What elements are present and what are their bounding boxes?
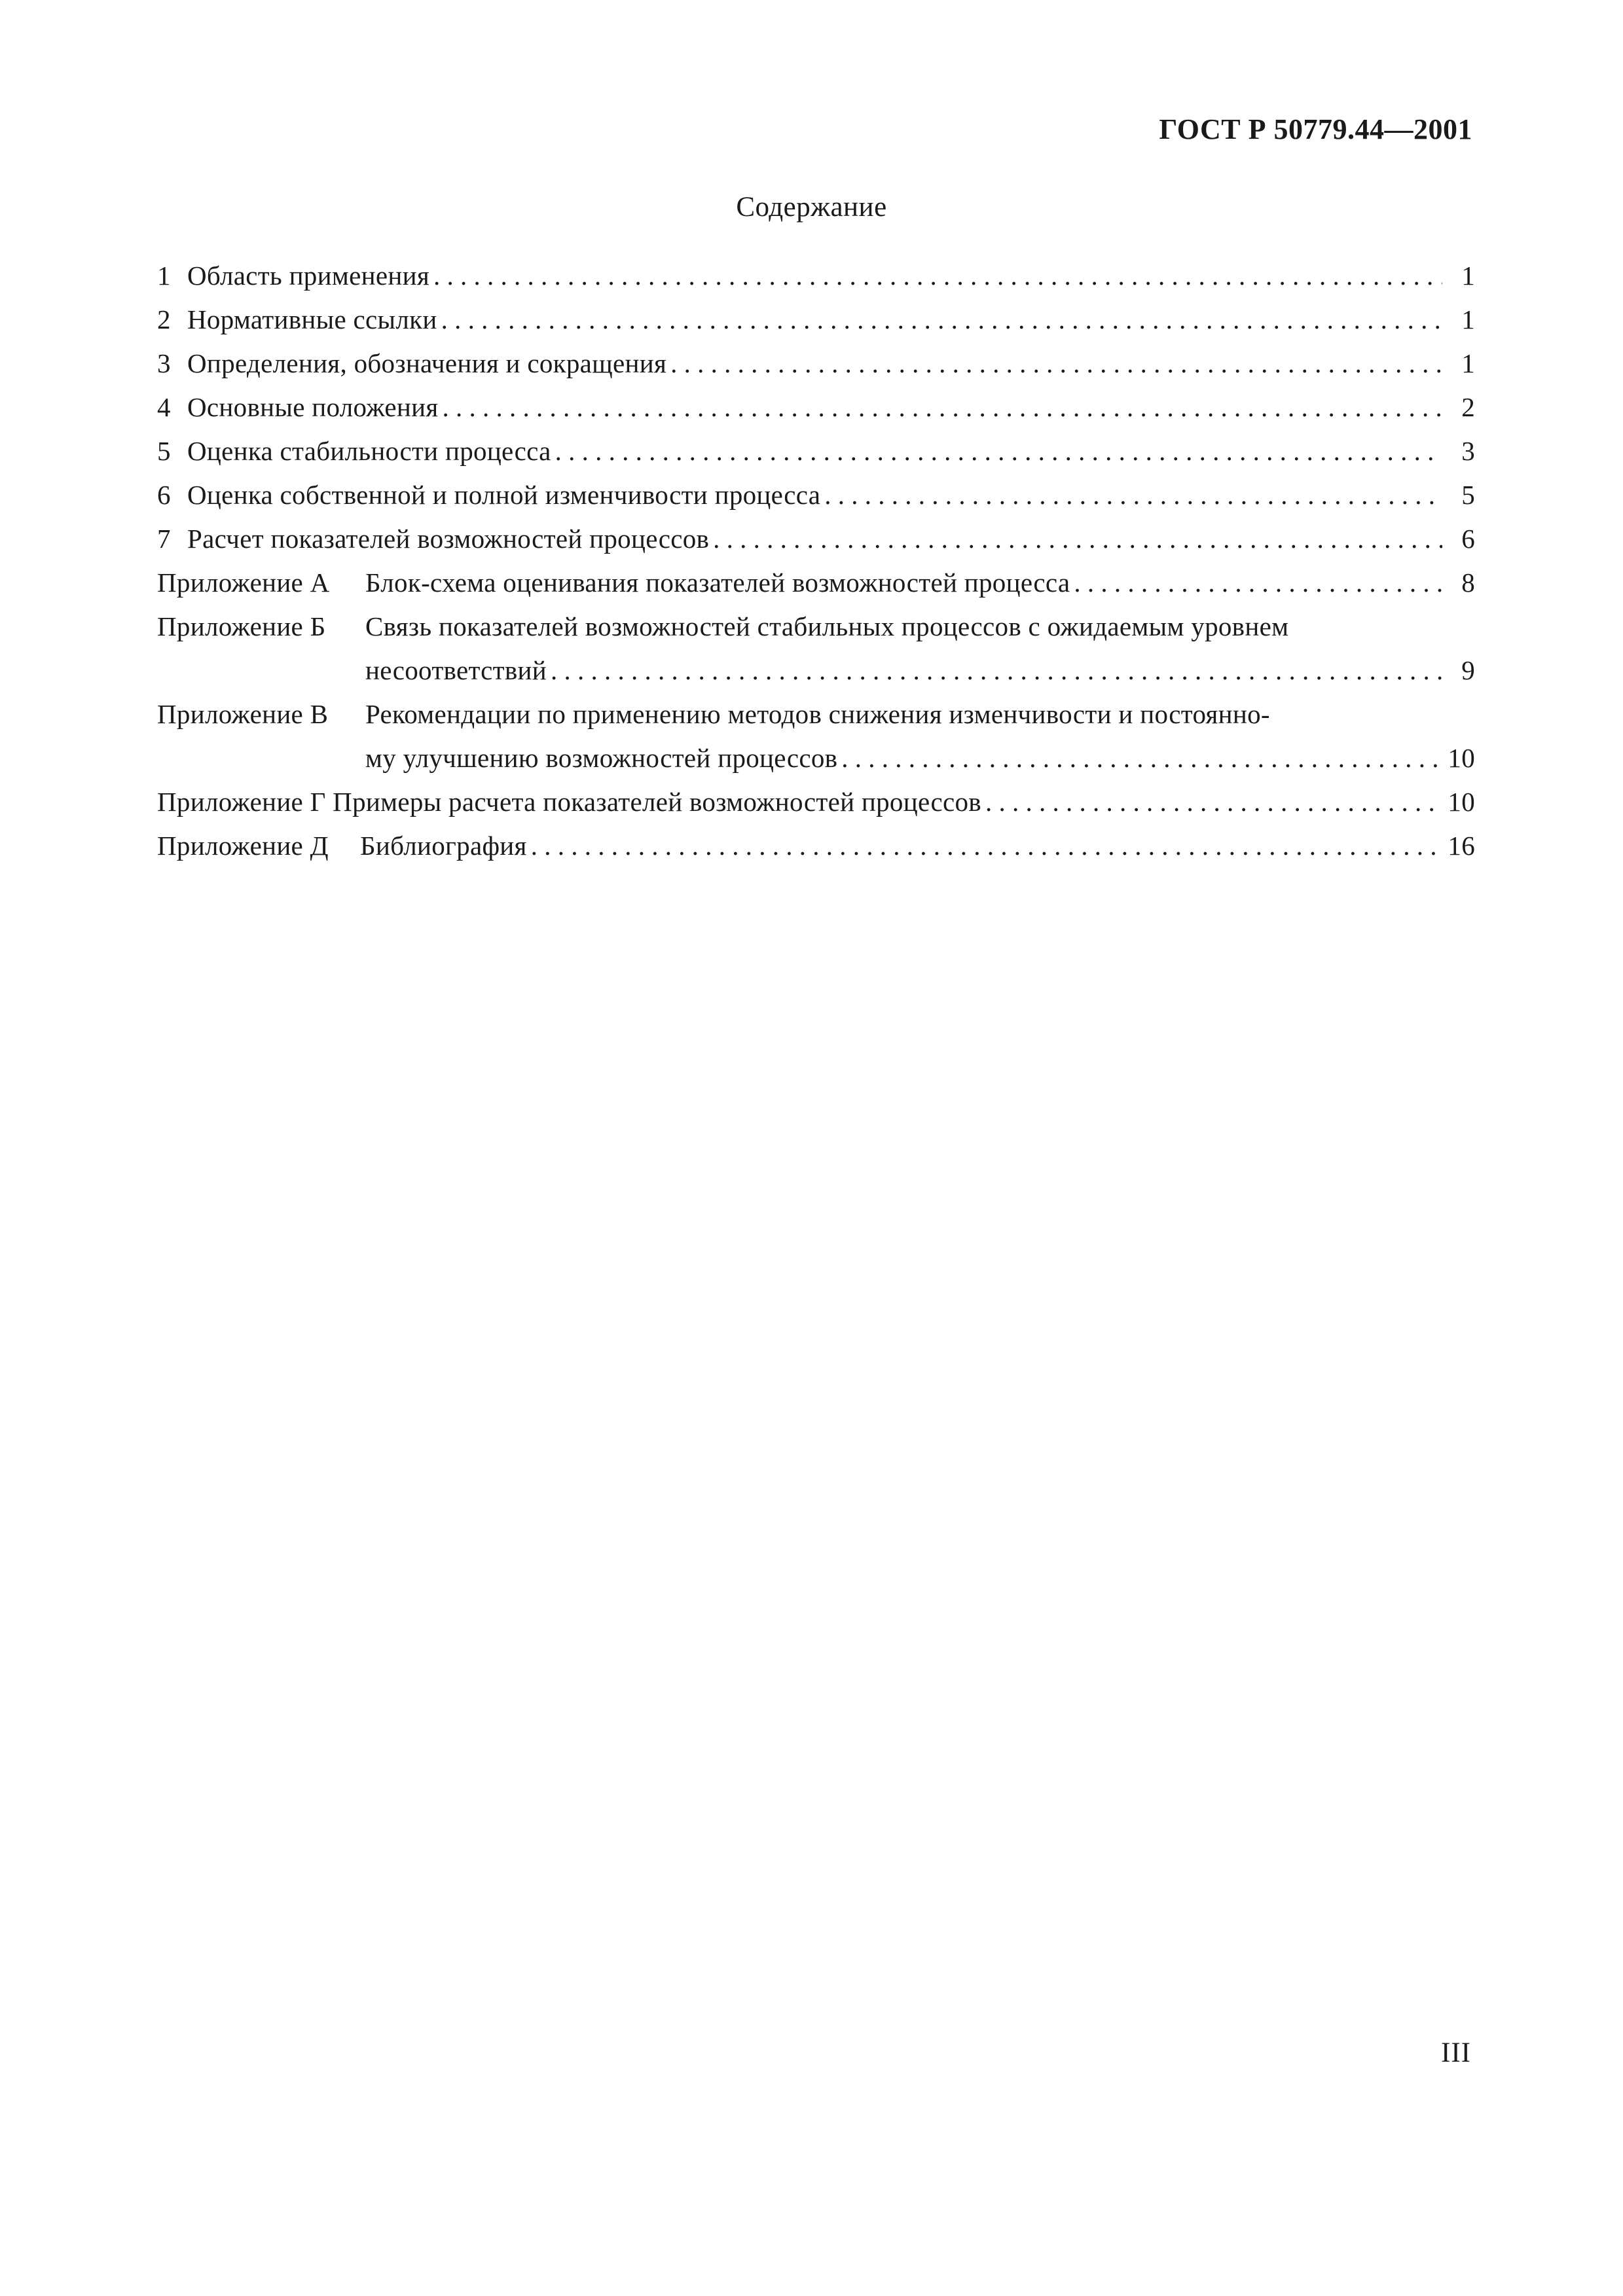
toc-entry-page: 10	[1448, 743, 1475, 773]
toc-entry-number: 6	[157, 480, 171, 510]
dot-leader	[981, 780, 1442, 824]
appendix-title: Библиография	[360, 831, 527, 861]
toc-title: Содержание	[736, 192, 887, 223]
appendix-prefix: Приложение Г	[157, 787, 326, 817]
toc-entry-label: Основные положения	[187, 392, 439, 422]
document-identifier: ГОСТ Р 50779.44—2001	[1159, 113, 1472, 145]
toc-appendix-v[interactable]	[157, 692, 1475, 736]
dot-leader	[439, 386, 1442, 429]
toc-entry-4[interactable]	[157, 386, 1475, 429]
toc-entry-page: 1	[1461, 304, 1475, 334]
page-number: III	[1441, 2037, 1471, 2068]
toc-entry-7[interactable]	[157, 517, 1475, 561]
toc-entry-page: 3	[1461, 436, 1475, 466]
toc-entry-page: 8	[1461, 567, 1475, 598]
toc-entry-label: Оценка стабильности процесса	[187, 436, 551, 466]
toc-entry-number: 4	[157, 392, 171, 422]
toc-appendix-b[interactable]	[157, 605, 1475, 649]
toc-entry-page: 16	[1448, 831, 1475, 861]
toc-entry-number: 5	[157, 436, 171, 466]
appendix-prefix: Приложение В	[157, 699, 329, 729]
toc-entry-6[interactable]	[157, 473, 1475, 517]
dot-leader	[551, 429, 1442, 473]
toc-entry-page: 2	[1461, 392, 1475, 422]
toc-entry-number: 2	[157, 304, 171, 334]
dot-leader	[429, 254, 1442, 298]
toc-entry-2[interactable]	[157, 298, 1475, 342]
appendix-title: Рекомендации по применению методов снижения изменчивости и постоянно-	[365, 699, 1270, 729]
toc-entry-label: Расчет показателей возможностей процессов	[187, 524, 710, 554]
toc-entry-page: 5	[1461, 480, 1475, 510]
toc-entry-page: 10	[1448, 787, 1475, 817]
toc-entry-page: 1	[1461, 260, 1475, 291]
dot-leader	[837, 736, 1442, 780]
dot-leader	[709, 517, 1442, 561]
appendix-title: Блок-схема оценивания показателей возможностей процесса	[365, 567, 1070, 598]
appendix-prefix: Приложение Б	[157, 611, 326, 641]
toc-entry-page: 9	[1461, 655, 1475, 685]
table-of-contents	[157, 254, 1475, 868]
appendix-title: Связь показателей возможностей стабильных процессов с ожидаемым уровнем	[365, 611, 1289, 641]
dot-leader	[437, 298, 1442, 342]
toc-entry-label: Нормативные ссылки	[187, 304, 437, 334]
toc-appendix-b-continued[interactable]	[157, 649, 1475, 692]
toc-appendix-a[interactable]	[157, 561, 1475, 605]
appendix-title-continued: несоответствий	[365, 655, 547, 685]
toc-entry-1[interactable]	[157, 254, 1475, 298]
dot-leader	[547, 649, 1442, 692]
toc-entry-label: Область применения	[187, 260, 429, 291]
dot-leader	[1070, 561, 1442, 605]
appendix-prefix: Приложение А	[157, 567, 330, 598]
toc-entry-label: Оценка собственной и полной изменчивости процесса	[187, 480, 821, 510]
dot-leader	[820, 473, 1442, 517]
appendix-title-continued: му улучшению возможностей процессов	[365, 743, 838, 773]
appendix-title: Примеры расчета показателей возможностей процессов	[333, 787, 981, 817]
toc-appendix-d[interactable]	[157, 824, 1475, 868]
toc-entry-number: 1	[157, 260, 171, 291]
dot-leader	[666, 342, 1442, 386]
toc-entry-3[interactable]	[157, 342, 1475, 386]
toc-entry-number: 7	[157, 524, 171, 554]
toc-entry-label: Определения, обозначения и сокращения	[187, 348, 667, 378]
appendix-prefix: Приложение Д	[157, 831, 329, 861]
toc-entry-page: 6	[1461, 524, 1475, 554]
toc-entry-5[interactable]	[157, 429, 1475, 473]
toc-appendix-g[interactable]	[157, 780, 1475, 824]
toc-entry-page: 1	[1461, 348, 1475, 378]
dot-leader	[527, 824, 1442, 868]
toc-entry-number: 3	[157, 348, 171, 378]
toc-appendix-v-continued[interactable]	[157, 736, 1475, 780]
